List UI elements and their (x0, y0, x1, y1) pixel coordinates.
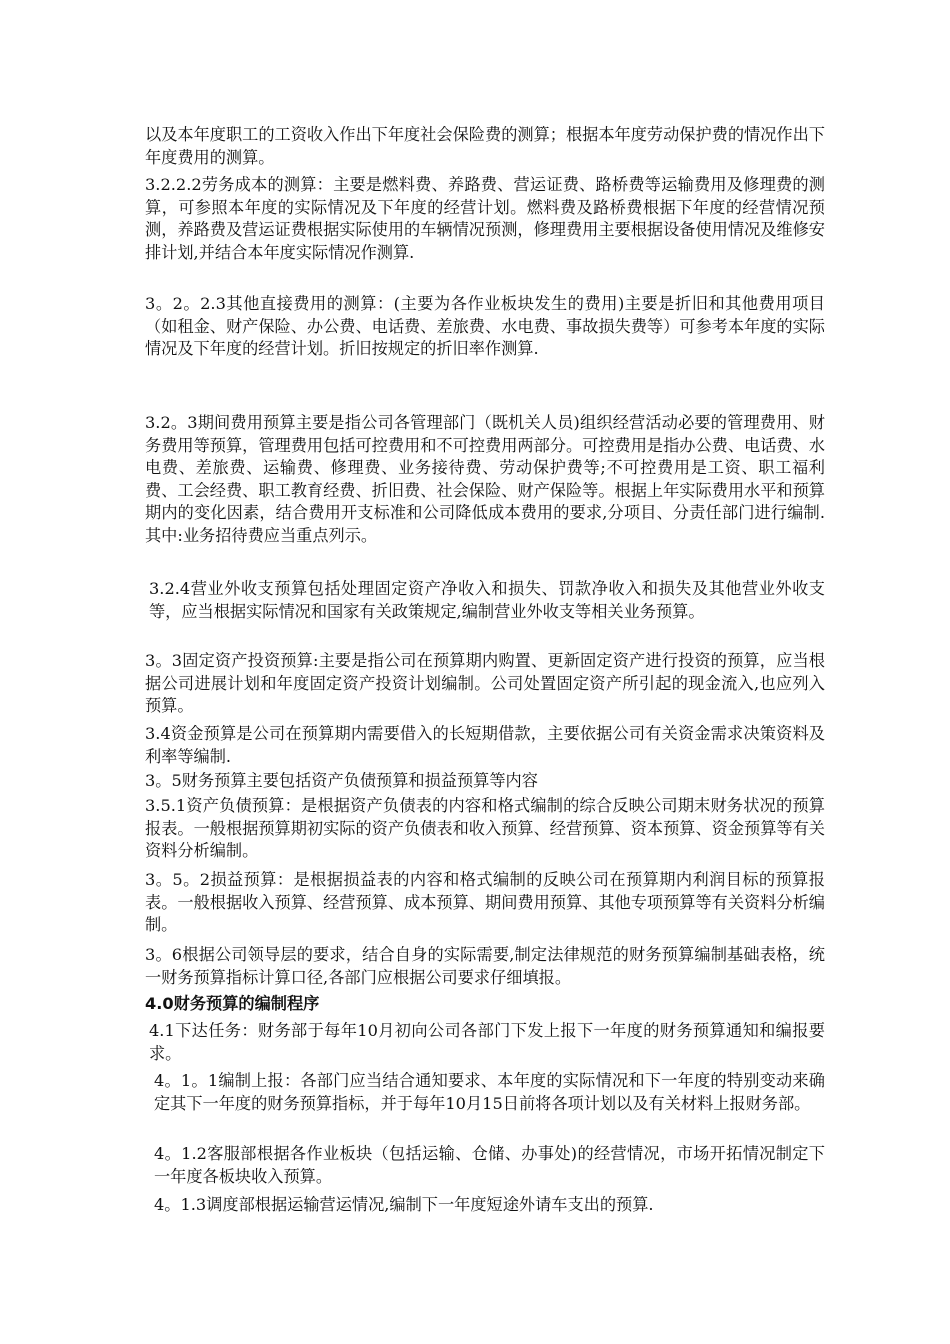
paragraph-3-4: 3.4资金预算是公司在预算期内需要借入的长短期借款，主要依据公司有关资金需求决策资料及利率等编制. (145, 724, 825, 766)
paragraph-4-1-1: 4。1。1编制上报：各部门应当结合通知要求、本年度的实际情况和下一年度的特别变动来确定其下一年度的财务预算指标，并于每年10月15日前将各项计划以及有关材料上报财务部。 (154, 1071, 825, 1113)
paragraph-3-5: 3。5财务预算主要包括资产负债预算和损益预算等内容 (145, 771, 538, 790)
paragraph-3-2-2-3: 3。2。2.3其他直接费用的测算：(主要为各作业板块发生的费用)主要是折旧和其他费用项目（如租金、财产保险、办公费、电话费、差旅费、水电费、事故损失费等）可参考本年度的实际情况及下年度的经营计划。折旧按规定的折旧率作测算. (145, 294, 825, 359)
paragraph-social-insurance: 以及本年度职工的工资收入作出下年度社会保险费的测算；根据本年度劳动保护费的情况作出下年度费用的测算。 (145, 125, 825, 167)
paragraph-3-5-2: 3。5。2损益预算：是根据损益表的内容和格式编制的反映公司在预算期内利润目标的预算报表。一般根据收入预算、经营预算、成本预算、期间费用预算、其他专项预算等有关资料分析编制。 (145, 870, 825, 935)
paragraph-3-5-1: 3.5.1资产负债预算：是根据资产负债表的内容和格式编制的综合反映公司期末财务状况的预算报表。一般根据预算期初实际的资产负债表和收入预算、经营预算、资本预算、资金预算等有关资料分析编制。 (145, 796, 825, 861)
section-heading-4-0: 4.0财务预算的编制程序 (145, 994, 320, 1013)
paragraph-3-2-3: 3.2。3期间费用预算主要是指公司各管理部门（既机关人员)组织经营活动必要的管理费用、财务费用等预算，管理费用包括可控费用和不可控费用两部分。可控费用是指办公费、电话费、水电费、差旅费、运输费、修理费、业务接待费、劳动保护费等;不可控费用是工资、职工福利费、工会经费、职工教育经费、折旧费、社会保险、财产保险等。根据上年实际费用水平和预算期内的变化因素，结合费用开支标准和公司降低成本费用的要求,分项目、分责任部门进行编制.其中:业务招待费应当重点列示。 (145, 413, 825, 545)
paragraph-3-2-4: 3.2.4营业外收支预算包括处理固定资产净收入和损失、罚款净收入和损失及其他营业外收支等，应当根据实际情况和国家有关政策规定,编制营业外收支等相关业务预算。 (149, 579, 825, 621)
paragraph-3-2-2-2: 3.2.2.2劳务成本的测算：主要是燃料费、养路费、营运证费、路桥费等运输费用及修理费的测算，可参照本年度的实际情况及下年度的经营计划。燃料费及路桥费根据下年度的经营情况预测，养路费及营运证费根据实际使用的车辆情况预测，修理费用主要根据设备使用情况及维修安排计划,并结合本年度实际情况作测算. (145, 175, 825, 262)
paragraph-4-1-2: 4。1.2客服部根据各作业板块（包括运输、仓储、办事处)的经营情况，市场开拓情况制定下一年度各板块收入预算。 (154, 1144, 825, 1186)
paragraph-4-1: 4.1下达任务：财务部于每年10月初向公司各部门下发上报下一年度的财务预算通知和编报要求。 (149, 1021, 825, 1063)
paragraph-3-3: 3。3固定资产投资预算:主要是指公司在预算期内购置、更新固定资产进行投资的预算，应当根据公司进展计划和年度固定资产投资计划编制。公司处置固定资产所引起的现金流入,也应列入预算。 (145, 651, 825, 716)
paragraph-3-6: 3。6根据公司领导层的要求，结合自身的实际需要,制定法律规范的财务预算编制基础表格，统一财务预算指标计算口径,各部门应根据公司要求仔细填报。 (145, 945, 825, 987)
paragraph-4-1-3: 4。1.3调度部根据运输营运情况,编制下一年度短途外请车支出的预算. (154, 1195, 654, 1214)
